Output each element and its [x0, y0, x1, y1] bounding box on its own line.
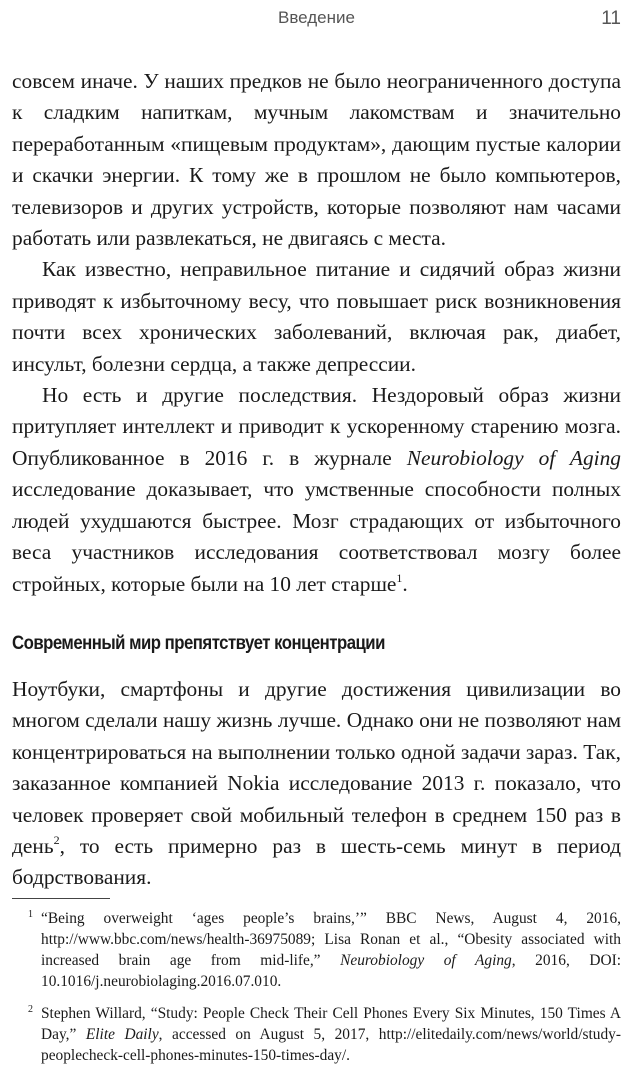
- paragraph-text: исследование доказывает, что умственные способности полных людей ухудшаются быстрее. Мозг страдающих от избыточного веса участников исследования соответствовал мозгу более стройных, которые были на 10 лет старше: [12, 477, 621, 596]
- paragraph-devices: [12, 674, 621, 894]
- footnote: [12, 1003, 621, 1066]
- journal-title: Neurobiology of Aging: [406, 445, 621, 470]
- section-heading: Современный мир препятствует концентрации: [12, 632, 385, 654]
- paragraph-text: , то есть примерно раз в шесть-семь минут в период бодрствования.: [12, 834, 621, 890]
- page-number: 11: [601, 8, 621, 29]
- footnote-citation: “Being overweight ‘ages people’s brains,’” BBC News, August 4, 2016, http://www.bbc.com/news/health-36975089; Lisa Ronan et al., “Obesity associated with increased brain age from mid-life,”: [41, 910, 621, 969]
- footnote-ref[interactable]: 2: [53, 833, 60, 848]
- footnote-ref[interactable]: 1: [396, 570, 403, 585]
- footnote-citation: Stephen Willard, “Study: People Check Their Cell Phones Every Six Minutes, 150 Times A Day,”: [41, 1005, 621, 1043]
- running-head-title: Введение: [278, 8, 355, 27]
- body-text: [12, 66, 621, 600]
- footnotes: [12, 908, 621, 1066]
- paragraph-brain-aging: [12, 380, 621, 600]
- footnote-citation: , accessed on August 5, 2017, http://elitedaily.com/news/world/study-peoplecheck-cell-phones-minutes-150-times-day/.: [41, 1026, 621, 1064]
- journal-title: Neurobiology of Aging: [340, 952, 512, 969]
- footnote-number: 1: [28, 909, 33, 920]
- running-head: [0, 8, 633, 32]
- footnote-text: [29, 908, 621, 992]
- paragraph-text: .: [402, 571, 408, 596]
- footnote-divider: [12, 898, 110, 899]
- journal-title: Elite Daily: [85, 1026, 159, 1043]
- paragraph-text: Ноутбуки, смартфоны и другие достижения цивилизации во многом сделали нашу жизнь лучше. Однако они не позволяют нам концентрироваться на выполнении только одной задачи зараз. Так, заказанное компанией Nokia исследование 2013 г. показало, что человек проверяет свой мобильный телефон в среднем 150 раз в день: [12, 677, 621, 859]
- paragraph-diet-risk: Как известно, неправильное питание и сидячий образ жизни приводят к избыточному весу, что повышает риск возникновения почти всех хронических заболеваний, включая рак, диабет, инсульт, болезни сердца, а также депрессии.: [12, 257, 621, 376]
- footnote-number: 2: [28, 1004, 33, 1015]
- paragraph-text: Но есть и другие последствия. Нездоровый образ жизни притупляет интеллект и приводит к ускоренному старению мозга. Опубликованное в 2016 г. в журнале: [12, 383, 621, 470]
- footnote: [12, 908, 621, 992]
- footnote-citation: , 2016, DOI: 10.1016/j.neurobiolaging.2016.07.010.: [41, 952, 621, 990]
- section-body: [12, 674, 621, 894]
- footnote-text: [29, 1003, 621, 1066]
- paragraph-continued: совсем иначе. У наших предков не было неограниченного доступа к сладким напиткам, мучным лакомствам и значительно переработанным «пищевым продуктам», дающим пустые калории и скачки энергии. К тому же в прошлом не было компьютеров, телевизоров и других устройств, которые позволяют нам часами работать или развлекаться, не двигаясь с места.: [12, 69, 621, 251]
